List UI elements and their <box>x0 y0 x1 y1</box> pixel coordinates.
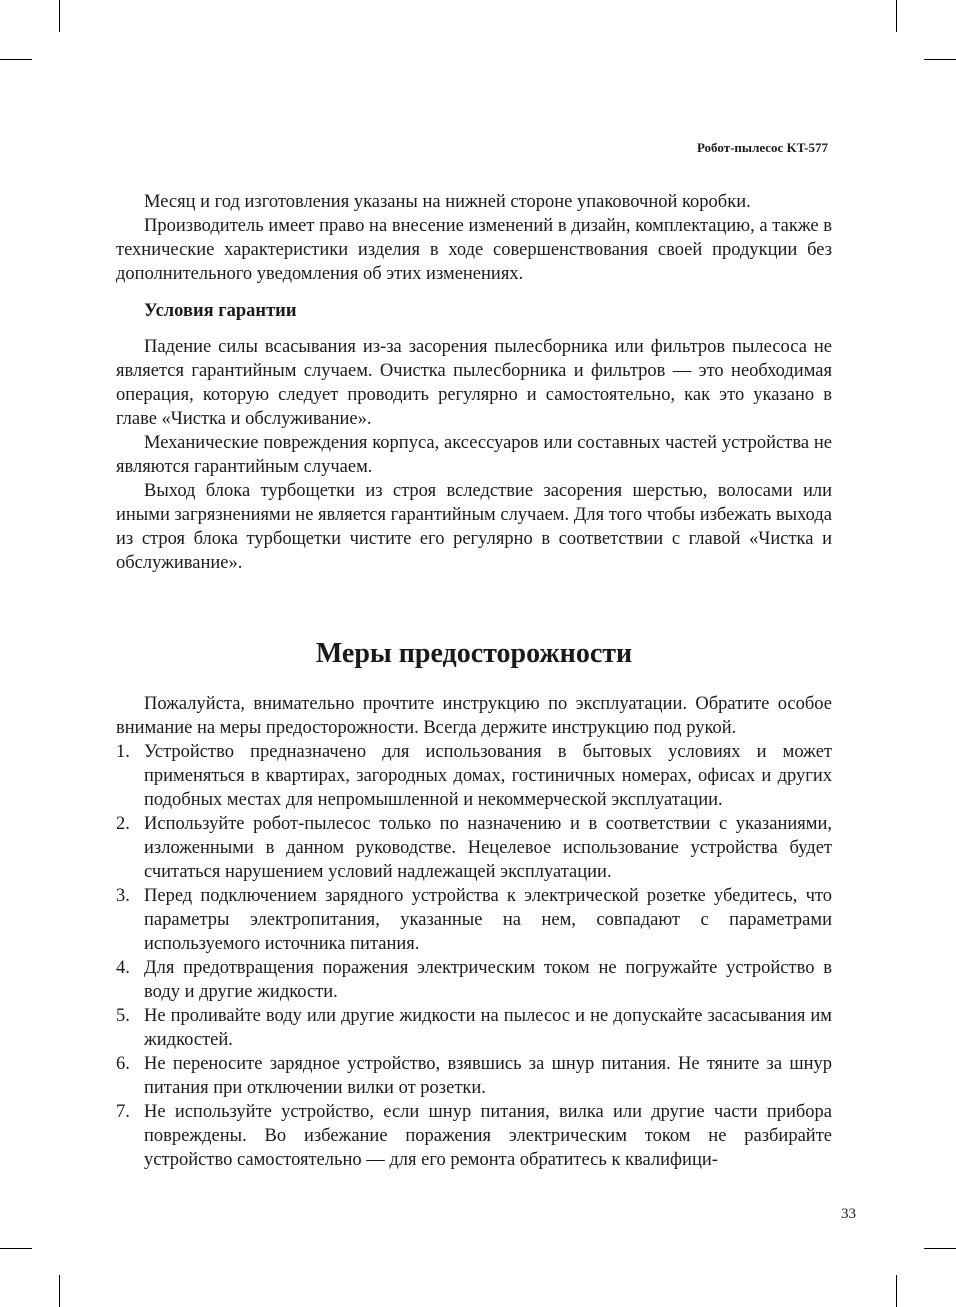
safety-list <box>116 740 832 1172</box>
list-item-text: Устройство предназначено для использования в бытовых условиях и может применяться в квартирах, загородных домах, гостиничных номерах, офисах и других подобных местах для непромышленной и некоммерческой эксплуатации. <box>144 742 832 810</box>
crop-mark <box>0 59 32 60</box>
safety-intro-block <box>116 692 832 740</box>
warranty-paragraph: Падение силы всасывания из-за засорения пылесборника или фильтров пылесоса не является гарантийным случаем. Очистка пылесборника и фильтров — это необходимая операция, которую следует проводить регулярно и самостоятельно, как это указано в главе «Чистка и обслуживание». <box>116 337 832 429</box>
manufacturer-rights-paragraph: Производитель имеет право на внесение изменений в дизайн, комплектацию, а также в технические характеристики изделия в ходе совершенствования своей продукции без дополнительного уведомления об этих изменениях. <box>116 216 832 284</box>
crop-mark <box>59 0 60 32</box>
page-number: 33 <box>841 1206 856 1222</box>
list-number: 4. <box>116 958 130 978</box>
list-number: 2. <box>116 814 130 834</box>
manufacture-date-paragraph: Месяц и год изготовления указаны на нижней стороне упаковочной коробки. <box>144 192 751 212</box>
crop-mark <box>924 59 956 60</box>
warranty-paragraph: Выход блока турбощетки из строя вследствие засорения шерстью, волосами или иными загрязнениями не является гарантийным случаем. Для того чтобы избежать выхода из строя блока турбощетки чистите его регулярно в соответствии с главой «Чистка и обслуживание». <box>116 481 832 573</box>
crop-mark <box>59 1275 60 1307</box>
list-item <box>116 812 832 884</box>
list-item-text: Перед подключением зарядного устройства к электрической розетке убедитесь, что параметры электропитания, указанные на нем, совпадают с параметрами используемого источника питания. <box>144 886 832 954</box>
intro-block <box>116 190 832 286</box>
running-header: Робот-пылесос KT-577 <box>696 140 828 155</box>
list-item-text: Не проливайте воду или другие жидкости на пылесос и не допускайте засасывания им жидкостей. <box>144 1006 832 1050</box>
safety-intro-paragraph: Пожалуйста, внимательно прочтите инструкцию по эксплуатации. Обратите особое внимание на меры предосторожности. Всегда держите инструкцию под рукой. <box>116 694 832 738</box>
list-item-text: Не используйте устройство, если шнур питания, вилка или другие части прибора повреждены. Во избежание поражения электрическим током не разбирайте устройство самостоятельно — для его ремонта обратитесь к квалифици- <box>144 1102 832 1170</box>
list-item-text: Используйте робот-пылесос только по назначению и в соответствии с указаниями, изложенными в данном руководстве. Нецелевое использование устройства будет считаться нарушением условий надлежащей эксплуатации. <box>144 814 832 882</box>
warranty-heading: Условия гарантии <box>144 301 297 321</box>
crop-mark <box>896 1275 897 1307</box>
section-title: Меры предосторожности <box>315 638 633 669</box>
list-number: 3. <box>116 886 130 906</box>
crop-mark <box>896 0 897 32</box>
list-number: 7. <box>116 1102 130 1122</box>
warranty-paragraph: Механические повреждения корпуса, аксессуаров или составных частей устройства не являются гарантийным случаем. <box>116 433 832 477</box>
crop-mark <box>0 1248 32 1249</box>
list-item <box>116 1052 832 1100</box>
list-item <box>116 1004 832 1052</box>
list-item <box>116 884 832 956</box>
list-number: 1. <box>116 742 130 762</box>
list-item <box>116 956 832 1004</box>
list-number: 5. <box>116 1006 130 1026</box>
warranty-block <box>116 335 832 575</box>
list-item <box>116 740 832 812</box>
list-number: 6. <box>116 1054 130 1074</box>
list-item <box>116 1100 832 1172</box>
list-item-text: Не переносите зарядное устройство, взявшись за шнур питания. Не тяните за шнур питания при отключении вилки от розетки. <box>144 1054 832 1098</box>
crop-mark <box>924 1248 956 1249</box>
list-item-text: Для предотвращения поражения электрическим током не погружайте устройство в воду и другие жидкости. <box>144 958 832 1002</box>
